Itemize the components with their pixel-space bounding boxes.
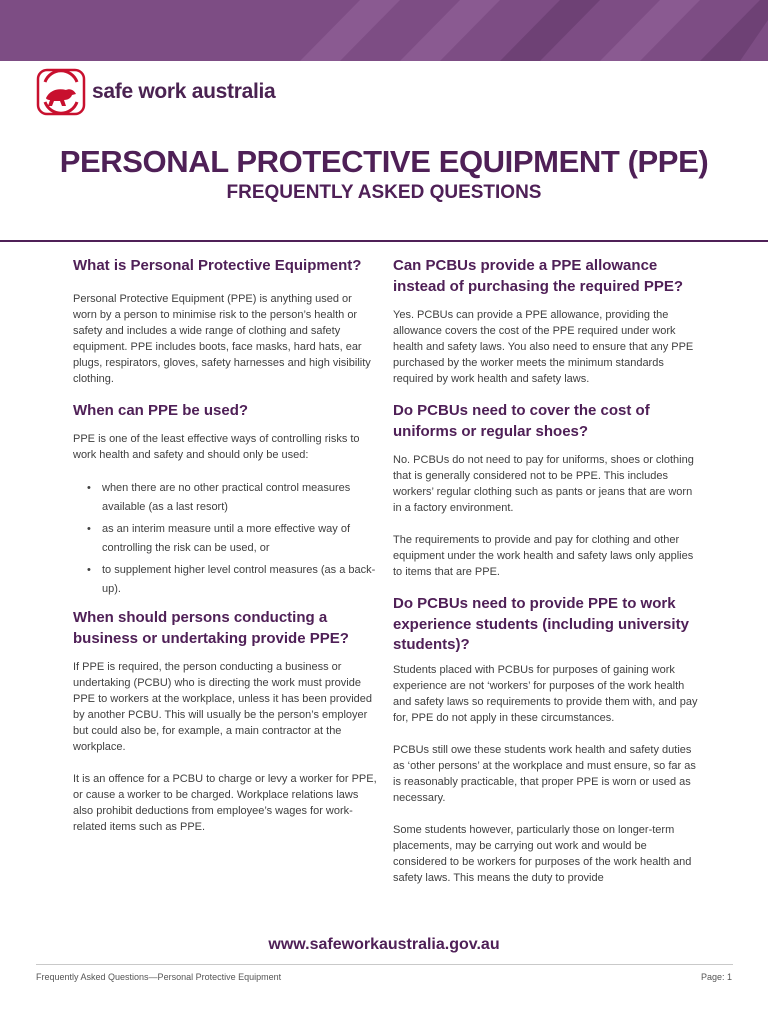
- header-band: [0, 0, 768, 61]
- faq-answer-students-p2: PCBUs still owe these students work health and safety duties as ‘other persons’ at the workplace and must ensure, so far as is reasonably practicable, that proper PPE is worn or used as necessary.: [393, 743, 696, 804]
- faq-answer-who-provides-p2: It is an offence for a PCBU to charge or levy a worker for PPE, or cause a worker to be charged. Workplace relations laws also prohibit deductions from employee’s wages for work-related items such as PPE.: [73, 773, 377, 833]
- faq-heading-who-provides: When should persons conducting a business or undertaking provide PPE?: [73, 609, 349, 647]
- faq-answer-when-used: PPE is one of the least effective ways of controlling risks to work health and safety and should only be used:: [73, 433, 360, 461]
- faq-heading-when-used: When can PPE be used?: [73, 401, 249, 419]
- right-column: [393, 256, 703, 886]
- faq-heading-uniforms: Do PCBUs need to cover the cost of uniforms or regular shoes?: [393, 402, 650, 440]
- faq-answer-students-p1: Students placed with PCBUs for purposes of gaining work experience are not ‘workers’ for purposes of the work health and safety laws so requirements to provide them with, and pay for, PPE do not apply in these circumstances.: [393, 663, 698, 724]
- footer-divider: [36, 964, 733, 965]
- header-stripes: [0, 0, 768, 61]
- page-title: PERSONAL PROTECTIVE EQUIPMENT (PPE): [59, 144, 709, 179]
- list-item: • as an interim measure until a more effective way of controlling the risk can be used, or: [87, 523, 351, 554]
- faq-heading-students: Do PCBUs need to provide PPE to work experience students (including university students)?: [393, 595, 689, 653]
- faq-answer-students-p3: Some students however, particularly those on longer-term placements, may be carrying out work and would be considered to be workers for purposes of the work health and safety laws. This means the duty to provide: [393, 823, 692, 884]
- kangaroo-emblem-icon: [36, 68, 86, 116]
- brand-logo[interactable]: [36, 68, 275, 116]
- faq-answer-who-provides-p1: If PPE is required, the person conducting a business or undertaking (PCBU) who is directing the work must provide PPE to workers at the workplace, unless it has been provided by another PCBU. This will usually be the person’s employer but could also be, for example, a main contractor at the workplace.: [73, 661, 372, 753]
- faq-answer-uniforms-p1: No. PCBUs do not need to pay for uniforms, shoes or clothing that is generally considered not to be PPE. This includes workers’ regular clothing such as pants or jeans that are worn in a factory environment.: [393, 454, 694, 514]
- faq-answer-uniforms-p2: The requirements to provide and pay for clothing and other equipment under the work health and safety laws only applies to items that are PPE.: [393, 534, 694, 578]
- website-link[interactable]: www.safeworkaustralia.gov.au: [268, 936, 500, 953]
- faq-heading-allowance: Can PCBUs provide a PPE allowance instead of purchasing the required PPE?: [393, 257, 684, 295]
- footer-document-name: Frequently Asked Questions—Personal Protective Equipment: [36, 972, 282, 982]
- title-divider: [0, 240, 768, 242]
- faq-heading-what-is-ppe: What is Personal Protective Equipment?: [73, 257, 362, 274]
- left-column: [73, 256, 378, 835]
- list-item: • when there are no other practical control measures available (as a last resort): [87, 482, 351, 513]
- faq-answer-what-is-ppe: Personal Protective Equipment (PPE) is anything used or worn by a person to minimise risk to the person’s health or safety and includes a wide range of clothing and safety equipment. PPE includes boots, face masks, hard hats, ear plugs, respirators, gloves, safety harnesses and high visibility clothing.: [73, 292, 371, 385]
- list-item: • to supplement higher level control measures (as a back-up).: [87, 564, 376, 595]
- page-subtitle: FREQUENTLY ASKED QUESTIONS: [226, 182, 542, 203]
- brand-name: safe work australia: [92, 80, 276, 103]
- page-number: Page: 1: [700, 972, 732, 982]
- when-used-list: [73, 479, 378, 598]
- faq-answer-allowance: Yes. PCBUs can provide a PPE allowance, providing the allowance covers the cost of the PPE required under work health and safety laws. You also need to ensure that any PPE purchased by the worker meets the minimum standards required by work health and safety laws.: [393, 309, 694, 385]
